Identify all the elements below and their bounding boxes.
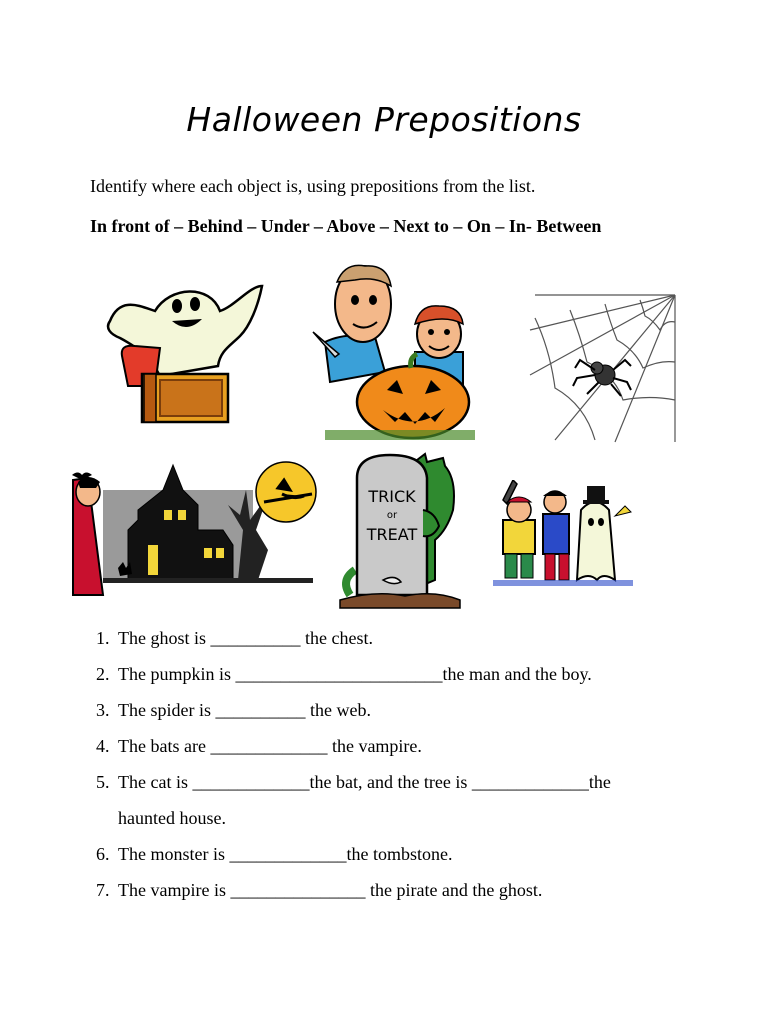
page-title: Halloween Prepositions	[186, 100, 582, 139]
question-item: 2. The pumpkin is _______________________the man and the boy.	[96, 664, 592, 684]
question-item: 7. The vampire is _______________ the pirate and the ghost.	[96, 880, 543, 900]
question-item: 4. The bats are _____________ the vampire.	[96, 736, 422, 756]
tombstone-text-or: or	[386, 510, 398, 521]
question-item: 5. The cat is _____________the bat, and the tree is _____________the haunted house.	[96, 772, 611, 828]
question-item: 1. The ghost is __________ the chest.	[96, 628, 373, 648]
tombstone-text-treat: TREAT	[366, 525, 418, 544]
ghost-costume	[577, 502, 615, 580]
tombstone-image	[335, 450, 465, 610]
moon	[256, 462, 316, 522]
man-boy-pumpkin-image	[305, 262, 480, 442]
ghost-eye-left	[172, 299, 182, 313]
question-item: 6. The monster is _____________the tombstone.	[96, 844, 453, 864]
ghost-eye-right	[190, 297, 200, 311]
pumpkin	[357, 366, 469, 438]
spider-web-image	[525, 290, 680, 445]
ghost-chest-image	[100, 276, 270, 426]
question-list	[96, 620, 611, 908]
pirate	[503, 520, 535, 554]
vampire	[543, 514, 569, 554]
instruction-text: Identify where each object is, using prepositions from the list.	[90, 176, 536, 196]
tombstone-text-trick: TRICK	[368, 487, 416, 506]
pirate-vampire-ghost-image	[485, 480, 635, 590]
haunted-house-image	[68, 450, 318, 600]
question-item: 3. The spider is __________ the web.	[96, 700, 371, 720]
preposition-list: In front of – Behind – Under – Above – Next to – On – In- Between	[90, 216, 602, 236]
